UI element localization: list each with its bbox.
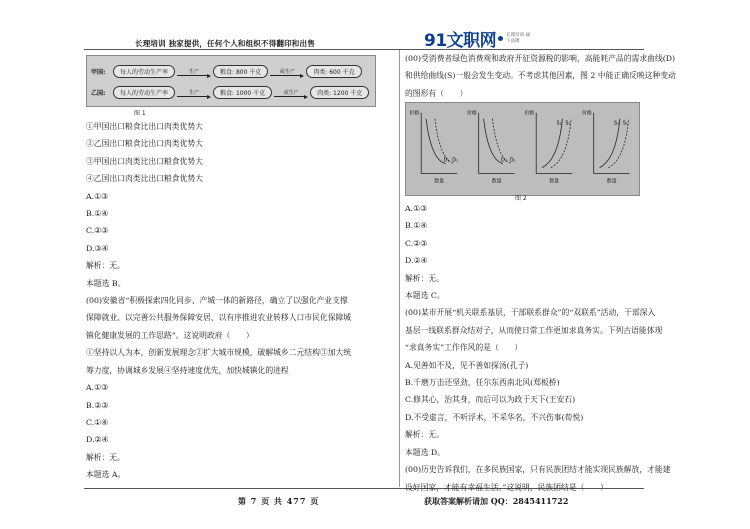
- y-axis-label: 价格: [524, 110, 535, 117]
- text-line: ②乙国出口粮食比出口肉类优势大: [86, 139, 203, 149]
- text-line: 筹力度，协调城乡发展④坚持速度优先，加快城镇化的进程: [86, 365, 289, 375]
- meat-box: 肉类: 600 千克: [306, 65, 361, 78]
- text-line: B.①④: [86, 209, 109, 219]
- text-line: 解析：无。: [405, 273, 444, 283]
- or-produce-arrow: 或生产: [272, 89, 310, 96]
- produce-arrow: 生产: [175, 89, 213, 96]
- text-line: 本题选 A。: [86, 470, 126, 480]
- country-label: 甲国:: [91, 68, 106, 76]
- grain-box: 粮食: 1000 千克: [213, 86, 272, 99]
- text-line: B.②③: [86, 400, 109, 410]
- text-line: 本题选 B。: [86, 278, 126, 288]
- text-line: ③甲国出口肉类比出口粮食优势大: [86, 156, 203, 166]
- text-line: 和供给曲线(S)一般会发生变动。不考虑其他因素，图 2 中能正确反映这种变动: [405, 71, 676, 81]
- y-axis-label: 价格: [466, 110, 477, 117]
- country-label: 乙国:: [91, 89, 106, 97]
- y-axis-label: 价格: [409, 110, 420, 117]
- right-column-top: [405, 50, 676, 102]
- figure-1-row-b: [91, 83, 369, 101]
- curve-label: S₂: [565, 120, 571, 127]
- text-line: (00)某市开展“机关联系基层，干部联系群众”的“双联系”活动，干部深入: [405, 308, 656, 318]
- text-line: A.①③: [405, 204, 428, 213]
- text-line: ④乙国出口肉类比出口粮食优势大: [86, 174, 203, 184]
- graph-panel: [524, 110, 572, 185]
- text-line: 设好国家，才能有幸福生活。”这说明，民族团结是（ ）: [405, 482, 608, 492]
- curve-label: D₂: [452, 157, 458, 164]
- text-line: A.①③: [86, 383, 109, 393]
- text-line: 解析：无。: [405, 430, 444, 440]
- site-logo[interactable]: [424, 26, 530, 51]
- text-line: B.千磨万击还坚劲，任尔东西南北风(郑板桥): [405, 378, 560, 388]
- text-line: C.②③: [405, 238, 428, 248]
- graph-panel: [467, 110, 516, 185]
- graph-panel: [409, 110, 458, 185]
- text-line: 本题选 D。: [405, 447, 445, 457]
- meat-box: 肉类: 1200 千克: [310, 86, 369, 99]
- figure-1-diagram: [86, 55, 376, 107]
- y-axis-label: 价格: [581, 110, 592, 117]
- logo-dot-icon: [498, 36, 503, 41]
- left-column: [86, 118, 391, 484]
- text-line: A.见善如不及，见不善如探汤(孔子): [405, 360, 529, 370]
- text-line: “求真务实”工作作风的是（ ）: [405, 343, 523, 353]
- x-axis-label: 数量: [606, 178, 617, 185]
- productivity-box: 每人的劳动生产率: [113, 86, 175, 99]
- text-line: B.①④: [405, 221, 428, 231]
- curve-label: S₁: [622, 120, 628, 127]
- text-line: C.修其心，治其身，而后可以为政于天下(王安石): [405, 395, 576, 405]
- text-line: D.②④: [405, 256, 428, 266]
- header-notice: 长理培训 独家提供，任何个人和组织不得翻印和出售: [135, 39, 315, 48]
- figure-2-graphs: [405, 102, 640, 196]
- text-line: 基层一线联系群众结对子，从而使日常工作更加求真务实。下列古语能体现: [405, 325, 663, 335]
- grain-box: 粮食: 800 千克: [213, 65, 268, 78]
- text-line: ①甲国出口粮食比出口肉类优势大: [86, 122, 203, 131]
- text-line: 镇化健康发展的工作思路”。这说明政府（ ）: [86, 330, 254, 340]
- text-line: 本题选 C。: [405, 291, 445, 301]
- figure-2-caption: 图 2: [515, 195, 527, 202]
- logo-slogan: 长理培训 属下品牌: [506, 32, 531, 44]
- right-column-bottom: [405, 200, 671, 496]
- text-line: A.①③: [86, 191, 109, 201]
- text-line: (00)受消费者绿色消费观和政府开征资源税的影响，高能耗产品的需求曲线(D): [405, 54, 676, 63]
- curve-label: D₁: [509, 157, 516, 164]
- text-line: D.③④: [86, 243, 109, 253]
- produce-arrow: 生产: [175, 68, 213, 75]
- column-divider: [399, 50, 400, 487]
- text-line: ①坚持以人为本，创新发展理念②扩大城市规模，破解城乡二元结构③加大统: [86, 348, 352, 358]
- text-line: C.②③: [86, 226, 109, 236]
- x-axis-label: 数量: [549, 178, 560, 185]
- curve-label: D₁: [443, 157, 450, 164]
- curve-label: S₁: [556, 120, 562, 127]
- graph-panel: [582, 110, 630, 185]
- text-line: 的图形有（ ）: [405, 88, 468, 98]
- text-line: 解析：无。: [86, 452, 125, 462]
- x-axis-label: 数量: [434, 178, 445, 185]
- logo-text: 91文职网: [424, 31, 497, 51]
- text-line: (00)历史告诉我们，在多民族国家，只有民族团结才能实现民族解放，才能建: [405, 465, 671, 475]
- text-line: D.不受虚言，不听浮术，不采华名，不兴伤事(荀悦): [405, 412, 584, 422]
- figure-1-caption: 图 1: [134, 110, 146, 117]
- text-line: 解析：无。: [86, 261, 125, 271]
- text-line: (00)安徽省“积极探索四化同步、产城一体的新路径，确立了以强化产业支撑: [86, 296, 348, 306]
- contact-info: 获取答案解析请加 QQ：2845411722: [424, 496, 569, 506]
- x-axis-label: 数量: [491, 178, 502, 185]
- curve-label: D₂: [500, 157, 507, 164]
- text-line: C.①④: [86, 417, 109, 427]
- text-line: D.②④: [86, 435, 109, 445]
- page-number: 第 7 页 共 477 页: [238, 496, 320, 506]
- or-produce-arrow: 或生产: [268, 68, 306, 75]
- curve-label: S₂: [614, 120, 620, 127]
- text-line: 保障就业、以完善公共服务保障安居、以有序推进农业转移人口市民化保障城: [86, 313, 352, 323]
- productivity-box: 每人的劳动生产率: [113, 65, 175, 78]
- figure-1-row-a: [91, 62, 362, 80]
